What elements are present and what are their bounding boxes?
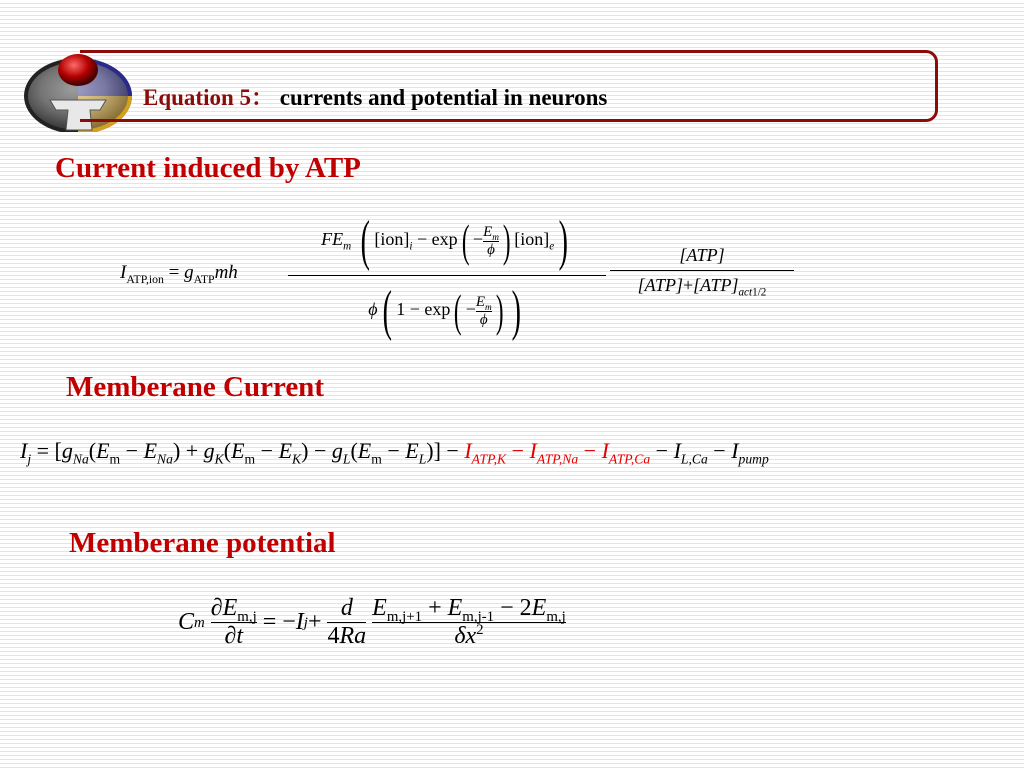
slide-title <box>143 79 607 112</box>
equation-membrane-potential: C m $\frac{\partial E_{m,j}}{\partial t}$ = − I j + $\frac{d}{4Ra}$ $\frac{E_{m,j+1} + E_{m,j-1} - 2E_{m,j}}{\delta x^2}$ <box>178 595 566 649</box>
equation-membrane-current: $I_j = [g_{Na}(E_m - E_{Na}) + g_K(E_m - E_K) - g_L(E_m - E_L)] - I_{ATP,K} - I_{ATP,Na} - I_{ATP,Ca} - I_{L,Ca} - I_{pump}$ <box>20 438 769 467</box>
heading-membrane-current: Memberane Current <box>66 371 324 403</box>
equation-atp-current: $I_{ATP,ion} = g_{ATP}mh$ $FE_m$ ( $[ion]_i - \exp$( − $\frac{E_m}{\phi}$ ) $[ion]_e$) ϕ( 1 − exp( − $\frac{E_m}{\phi}$ ) ) [ATP] $[ATP]+[ATP]_{act1/2}$ <box>120 205 800 350</box>
heading-atp-current: Current induced by ATP <box>55 152 361 184</box>
title-label: Equation 5： <box>143 85 275 110</box>
title-text: currents and potential in neurons <box>279 85 608 110</box>
heading-membrane-potential: Memberane potential <box>69 527 336 559</box>
